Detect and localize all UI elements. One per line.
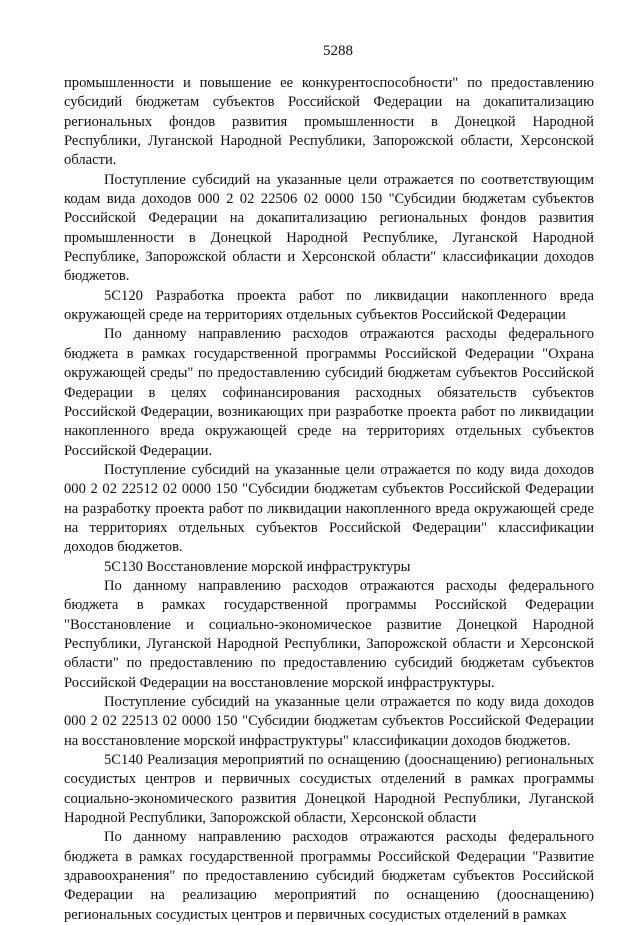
- document-body: [64, 74, 594, 925]
- paragraph-5c140-expenses: По данному направлению расходов отражаются расходы федерального бюджета в рамках государственной программы Российской Федерации "Развитие здравоохранения" по предоставлению субсидий бюджетам субъектов Российской Федерации на реализацию мероприятий по оснащению (дооснащению) региональных сосудистых центров и первичных сосудистых отделений в рамках: [64, 829, 594, 923]
- page-number: 5288: [323, 43, 353, 59]
- section-heading-5c140: 5С140 Реализация мероприятий по оснащению (дооснащению) региональных сосудистых центров и первичных сосудистых отделений в рамках программы социально-экономического развития Донецкой Народной Республики, Луганской Народной Республики, Запорожской области, Херсонской области: [64, 752, 594, 827]
- paragraph-5c120-expenses: По данному направлению расходов отражаются расходы федерального бюджета в рамках государственной программы Российской Федерации "Охрана окружающей среды" по предоставлению субсидий бюджетам субъектов Российской Федерации в целях софинансирования расходных обязательств субъектов Российской Федерации, возникающих при разработке проекта работ по ликвидации накопленного вреда окружающей среде на территориях отдельных субъектов Российской Федерации.: [64, 326, 594, 459]
- section-heading-5c120: 5С120 Разработка проекта работ по ликвидации накопленного вреда окружающей среде на территориях отдельных субъектов Российской Федерации: [64, 287, 594, 324]
- paragraph-income-codes-22512: Поступление субсидий на указанные цели отражается по коду вида доходов 000 2 02 22512 02 0000 150 "Субсидии бюджетам субъектов Российской Федерации на разработку проекта работ по ликвидации накопленного вреда окружающей среде на территориях отдельных субъектов Российской Федерации" классификации доходов бюджетов.: [64, 461, 594, 556]
- paragraph-income-codes-22506: Поступление субсидий на указанные цели отражается по соответствующим кодам вида доходов 000 2 02 22506 02 0000 150 "Субсидии бюджетам субъектов Российской Федерации на докапитализацию региональных фондов развития промышленности в Донецкой Народной Республике, Луганской Народной Республике, Запорожской области и Херсонской области" классификации доходов бюджетов.: [64, 171, 594, 285]
- section-heading-5c130: 5С130 Восстановление морской инфраструктуры: [104, 558, 411, 575]
- paragraph-continuation: промышленности и повышение ее конкурентоспособности" по предоставлению субсидий бюджетам субъектов Российской Федерации на докапитализацию региональных фондов развития промышленности в Донецкой Народной Республики, Луганской Народной Республики, Запорожской области, Херсонской области.: [64, 75, 594, 169]
- paragraph-5c130-expenses: По данному направлению расходов отражаются расходы федерального бюджета в рамках государственной программы Российской Федерации "Восстановление и социально-экономическое развитие Донецкой Народной Республики, Луганской Народной Республики, Запорожской области и Херсонской области" по предоставлению по предоставлению субсидий бюджетам субъектов Российской Федерации на восстановление морской инфраструктуры.: [64, 577, 594, 691]
- paragraph-income-codes-22513: Поступление субсидий на указанные цели отражается по коду вида доходов 000 2 02 22513 02 0000 150 "Субсидии бюджетам субъектов Российской Федерации на восстановление морской инфраструктуры" классификации доходов бюджетов.: [64, 694, 594, 749]
